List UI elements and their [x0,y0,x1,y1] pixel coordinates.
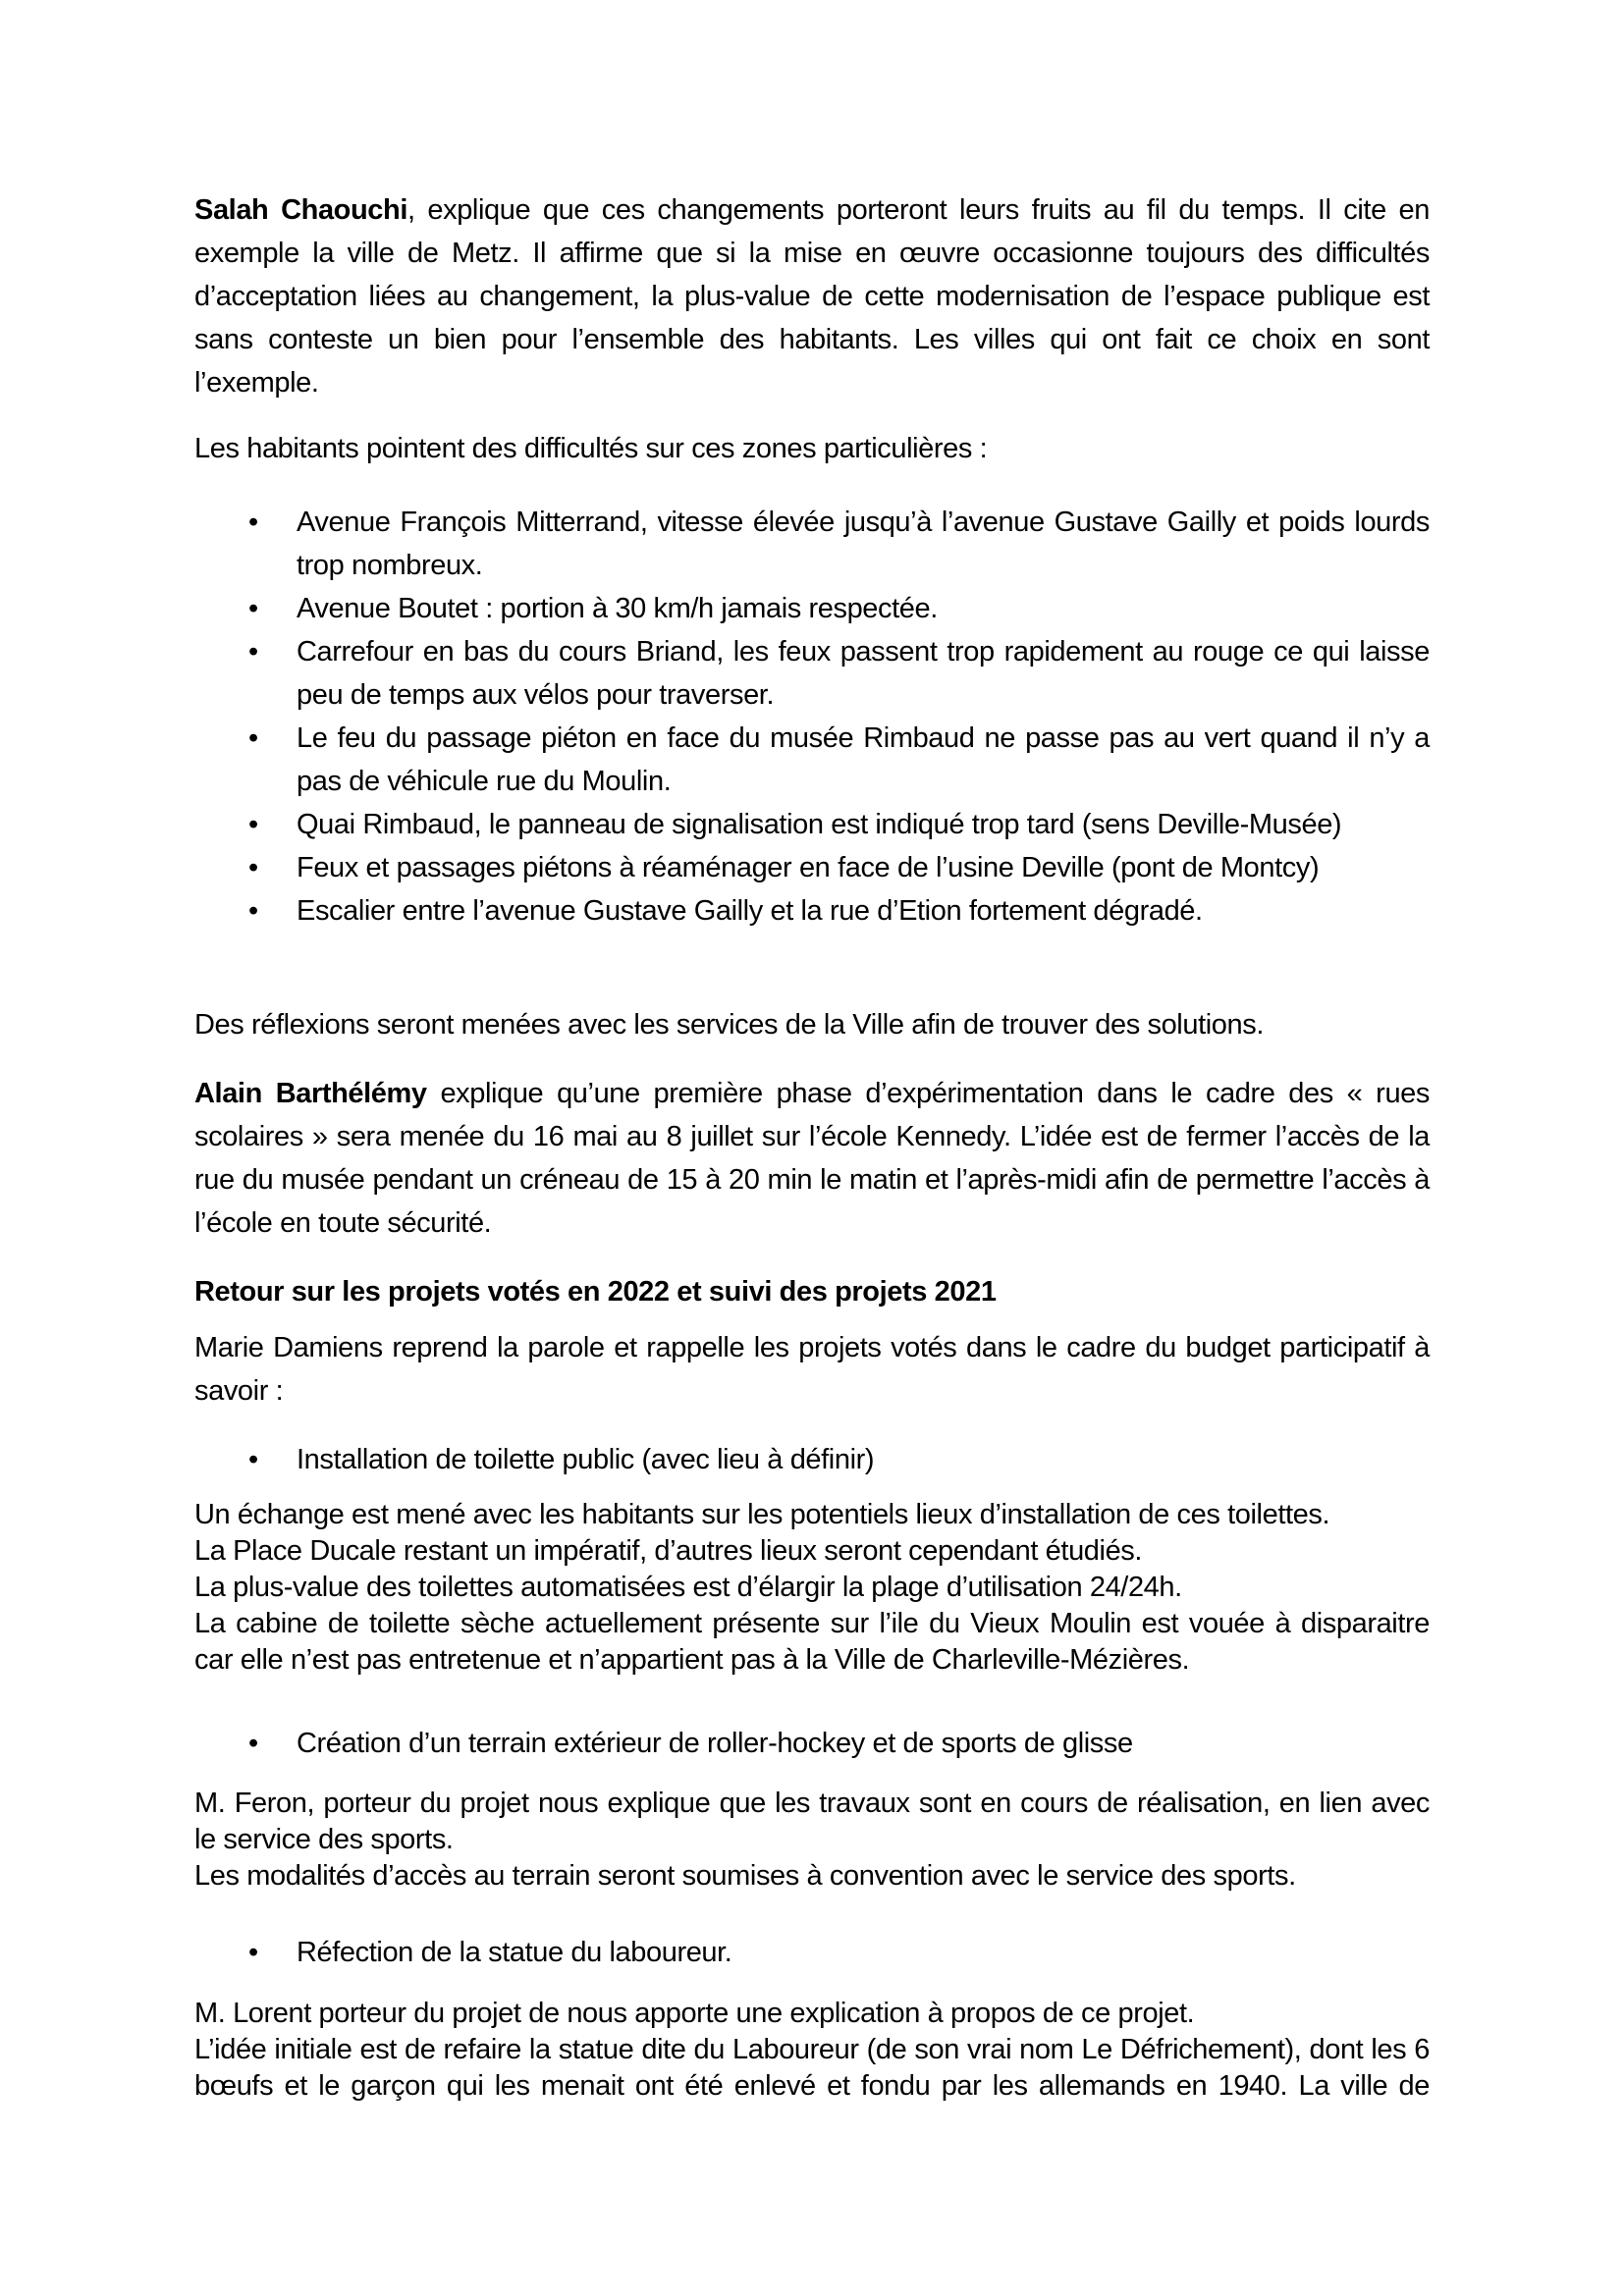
detail-line: M. Lorent porteur du projet de nous apporte une explication à propos de ce projet. [194,1998,1195,2029]
bullet-icon: • [248,1937,258,1968]
bullet-icon: • [248,809,258,840]
list-item [194,803,1430,846]
list-item [194,1438,1430,1481]
list-item [194,587,1430,630]
bullet-icon: • [248,593,258,624]
bullet-icon: • [248,1444,258,1475]
paragraph-reflexions: Des réflexions seront menées avec les services de la Ville afin de trouver des solutions. [194,1009,1264,1041]
list-item-text: Création d’un terrain extérieur de roller-hockey et de sports de glisse [297,1728,1133,1759]
detail-line: L’idée initiale est de refaire la statue dite du Laboureur (de son vrai nom Le Défrichement), dont les 6 bœufs et le garçon qui les menait ont été enlevé et fondu par les allemands en 1940. La ville de [194,2034,1430,2102]
project-list-statue [194,1931,1430,1974]
detail-line: La Place Ducale restant un impératif, d’autres lieux seront cependant étudiés. [194,1535,1143,1567]
project-list-terrain [194,1722,1430,1765]
project-statue-details [194,1996,1430,2105]
bullet-icon: • [248,507,258,538]
list-item [194,889,1430,933]
list-item-text: Avenue Boutet : portion à 30 km/h jamais respectée. [297,593,938,624]
bullet-icon: • [248,1728,258,1759]
paragraph-alain-text: explique qu’une première phase d’expérimentation dans le cadre des « rues scolaires » sera menée du 16 mai au 8 juillet sur l’école Kennedy. L’idée est de fermer l’accès de la rue du musée pendant un créneau de 15 à 20 min le matin et l’après-midi afin de permettre l’accès à l’école en toute sécurité. [194,1078,1430,1239]
list-item-text: Avenue François Mitterrand, vitesse élevée jusqu’à l’avenue Gustave Gailly et poids lourds trop nombreux. [297,507,1430,581]
list-item [194,630,1430,717]
detail-line: La cabine de toilette sèche actuellement présente sur l’ile du Vieux Moulin est vouée à disparaitre car elle n’est pas entretenue et n’appartient pas à la Ville de Charleville-Mézières. [194,1608,1430,1676]
project-list-toilettes [194,1438,1430,1481]
bullet-icon: • [248,895,258,927]
bullet-icon: • [248,636,258,667]
list-item [194,717,1430,803]
detail-line: La plus-value des toilettes automatisées est d’élargir la plage d’utilisation 24/24h. [194,1572,1182,1603]
list-item-text: Le feu du passage piéton en face du musée Rimbaud ne passe pas au vert quand il n’y a pas de véhicule rue du Moulin. [297,722,1430,797]
list-item [194,1931,1430,1974]
issues-list [194,501,1430,933]
speaker-name-alain: Alain Barthélémy [194,1078,427,1109]
paragraph-alain-barthelemy [194,1072,1430,1245]
bullet-icon: • [248,852,258,883]
list-item-text: Escalier entre l’avenue Gustave Gailly et la rue d’Etion fortement dégradé. [297,895,1203,927]
paragraph-salah-text: , explique que ces changements porteront leurs fruits au fil du temps. Il cite en exemple la ville de Metz. Il affirme que si la mise en œuvre occasionne toujours des difficultés d’acceptation liées au changement, la plus-value de cette modernisation de l’espace publique est sans conteste un bien pour l’ensemble des habitants. Les villes qui ont fait ce choix en sont l’exemple. [194,194,1430,399]
detail-line: Les modalités d’accès au terrain seront soumises à convention avec le service des sports. [194,1860,1296,1892]
list-item-text: Quai Rimbaud, le panneau de signalisation est indiqué trop tard (sens Deville-Musée) [297,809,1342,840]
list-item-text: Installation de toilette public (avec lieu à définir) [297,1444,875,1475]
list-item-text: Feux et passages piétons à réaménager en face de l’usine Deville (pont de Montcy) [297,852,1320,883]
list-item-text: Carrefour en bas du cours Briand, les feux passent trop rapidement au rouge ce qui laisse peu de temps aux vélos pour traverser. [297,636,1430,711]
project-toilettes-details [194,1497,1430,1679]
section-heading-retour-projets: Retour sur les projets votés en 2022 et suivi des projets 2021 [194,1276,997,1308]
project-terrain-details [194,1786,1430,1895]
list-item [194,846,1430,889]
detail-line: M. Feron, porteur du projet nous explique que les travaux sont en cours de réalisation, en lien avec le service des sports. [194,1788,1430,1855]
speaker-name-salah: Salah Chaouchi [194,194,407,226]
list-item [194,1722,1430,1765]
paragraph-habitants-intro: Les habitants pointent des difficultés sur ces zones particulières : [194,433,988,464]
paragraph-marie-damiens: Marie Damiens reprend la parole et rappelle les projets votés dans le cadre du budget participatif à savoir : [194,1332,1430,1407]
list-item [194,501,1430,587]
paragraph-salah-chaouchi [194,188,1430,404]
list-item-text: Réfection de la statue du laboureur. [297,1937,732,1968]
detail-line: Un échange est mené avec les habitants sur les potentiels lieux d’installation de ces toilettes. [194,1499,1330,1530]
bullet-icon: • [248,722,258,754]
